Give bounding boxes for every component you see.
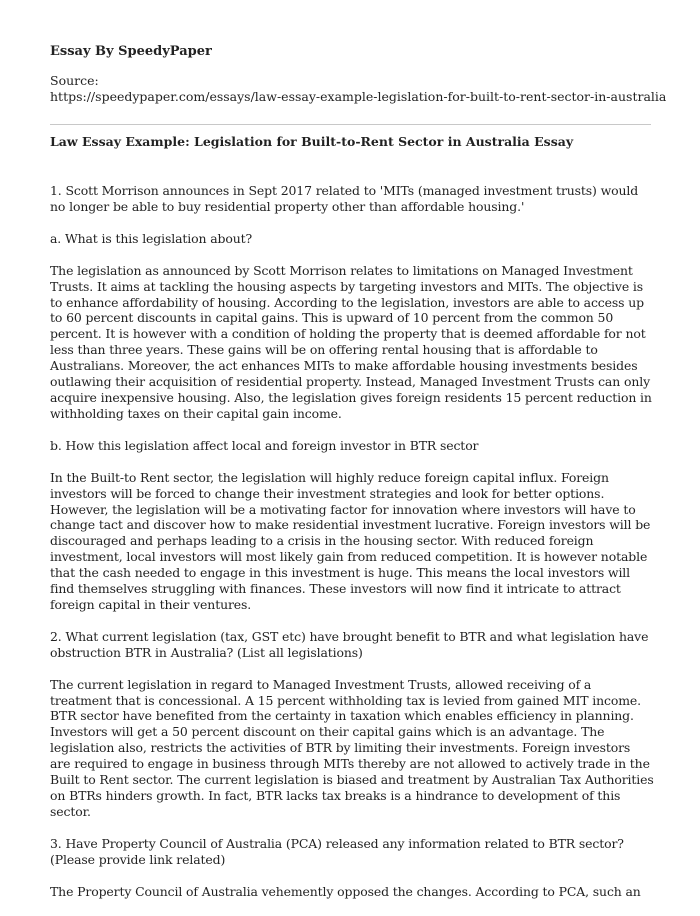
document-header-title: Essay By SpeedyPaper: [50, 44, 212, 59]
question-1b: b. How this legislation affect local and foreign investor in BTR sector: [50, 437, 479, 453]
question-1a: a. What is this legislation about?: [50, 230, 253, 246]
question-2: 2. What current legislation (tax, GST etc) have brought benefit to BTR and what legislation have obstruction BTR in Australia? (List all legislations): [50, 628, 649, 660]
essay-title: Law Essay Example: Legislation for Built-to-Rent Sector in Australia Essay: [50, 134, 574, 149]
question-3: 3. Have Property Council of Australia (PCA) released any information related to BTR sector? (Please provide link related): [50, 835, 624, 867]
answer-3-paragraph: The Property Council of Australia vehemently opposed the changes. According to PCA, such an: [50, 883, 641, 899]
answer-1a-paragraph: The legislation as announced by Scott Morrison relates to limitations on Managed Investment Trusts. It aims at tackling the housing aspects by targeting investors and MITs. The objective is to enhance affordability of housing. According to the legislation, investors are able to access up to 60 percent discounts in capital gains. This is upward of 10 percent from the common 50 percent. It is however with a condition of holding the property that is deemed affordable for not less than three years. These gains will be on offering rental housing that is affordable to Australians. Moreover, the act enhances MITs to make affordable housing investments besides outlawing their acquisition of residential property. Instead, Managed Investment Trusts can only acquire inexpensive housing. Also, the legislation gives foreign residents 15 percent reduction in withholding taxes on their capital gain income.: [50, 262, 652, 421]
source-link[interactable]: https://speedypaper.com/essays/law-essay-example-legislation-for-built-to-rent-sector-in-australia: [50, 89, 667, 104]
header-divider: [50, 124, 651, 125]
answer-1b-paragraph: In the Built-to Rent sector, the legislation will highly reduce foreign capital influx. Foreign investors will be forced to change their investment strategies and look for better options. However, the legislation will be a motivating factor for innovation where investors will have to change tact and discover how to make residential investment lucrative. Foreign investors will be discouraged and perhaps leading to a crisis in the housing sector. With reduced foreign investment, local investors will most likely gain from reduced competition. It is however notable that the cash needed to engage in this investment is huge. This means the local investors will find themselves struggling with finances. These investors will now find it intricate to attract foreign capital in their ventures.: [50, 469, 651, 612]
essay-body: [50, 183, 654, 916]
source-label: Source:: [50, 73, 99, 88]
answer-2-paragraph: The current legislation in regard to Managed Investment Trusts, allowed receiving of a treatment that is concessional. A 15 percent withholding tax is levied from gained MIT income. BTR sector have benefited from the certainty in taxation which enables efficiency in planning. Investors will get a 50 percent discount on their capital gains which is an advantage. The legislation also, restricts the activities of BTR by limiting their investments. Foreign investors are required to engage in business through MITs thereby are not allowed to actively trade in the Built to Rent sector. The current legislation is biased and treatment by Australian Tax Authorities on BTRs hinders growth. In fact, BTR lacks tax breaks is a hindrance to development of this sector.: [50, 676, 654, 819]
question-1: 1. Scott Morrison announces in Sept 2017 related to 'MITs (managed investment trusts) would no longer be able to buy residential property other than affordable housing.': [50, 183, 639, 214]
